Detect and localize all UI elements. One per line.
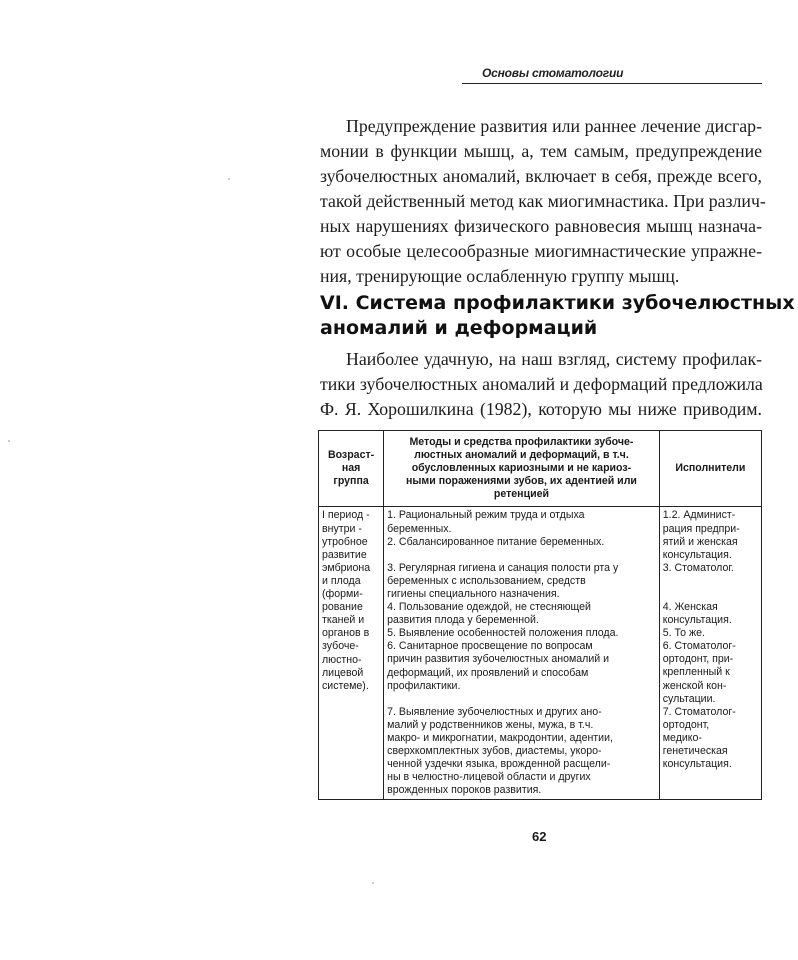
paragraph-line: зубочелюстных аномалий, включает в себя, прежде всего, <box>320 166 762 186</box>
paragraph-line: Предупреждение развития или раннее лечение дисгар- <box>346 116 762 136</box>
paragraph-line: тики зубочелюстных аномалий и деформаций предложила <box>320 374 763 394</box>
cell-methods: 1. Рациональный режим труда и отдыха беременных. 2. Сбалансированное питание беременных. 3. Регулярная гигиена и санация полости рта у беременных с использованием, средств гигиены специального назначения. 4. Пользование одеждой, не стесняющей развития плода у беременной. 5. Выявление особенностей положения плода. 6. Санитарное просвещение по вопросам причин развития зубочелюстных аномалий и деформаций, их проявлений и способам профилактики. 7. Выявление зубочелюстных и других ано- малий у родственников жены, мужа, в т.ч. макро- и микрогнатии, макродонтии, адентии, сверхкомплектных зубов, диастемы, укоро- ченной уздечки языка, врожденной расщели- ны в челюстно-лицевой области и других врожденных пороков развития. <box>384 507 660 800</box>
paragraph-line: ния, тренирующие ослабленную группу мышц. <box>320 266 680 286</box>
intro-paragraph <box>320 114 766 289</box>
scan-speck <box>372 882 374 884</box>
cell-age-group: I период - внутри - утробное развитие эмбриона и плода (форми- рование тканей и органов в зубоче- люстно- лицевой системе). <box>319 507 384 800</box>
header-executors: Исполнители <box>659 431 761 507</box>
paragraph-line: ют особые целесообразные миогимнастические упражне- <box>320 241 762 261</box>
page-number: 62 <box>532 829 547 844</box>
scan-speck <box>228 178 230 180</box>
second-paragraph <box>320 347 762 422</box>
prevention-table <box>318 430 762 800</box>
paragraph-line: Наиболее удачную, на наш взгляд, систему профилак- <box>346 349 762 369</box>
running-head-text: Основы стоматологии <box>482 66 624 80</box>
paragraph-line: Ф. Я. Хорошилкина (1982), которую мы ниже приводим. <box>320 399 762 419</box>
table-row <box>319 507 762 800</box>
scan-speck <box>8 440 10 442</box>
table-header-row <box>319 431 762 507</box>
paragraph-line: такой действенный метод как миогимнастика. При различ- <box>320 191 766 211</box>
section-heading <box>320 291 795 341</box>
header-methods: Методы и средства профилактики зубоче- люстных аномалий и деформаций, в т.ч. обусловленных кариозными и не кариоз- ными поражениями зубов, их адентией или ретенцией <box>384 431 660 507</box>
header-age-group: Возраст- ная группа <box>319 431 384 507</box>
cell-executors: 1.2. Админист- рация предпри- ятий и женская консультация. 3. Стоматолог. 4. Женская консультация. 5. То же. 6. Стоматолог- ортодонт, при- крепленный к женской кон- сультации. 7. Стоматолог- ортодонт, медико- генетическая консультация. <box>659 507 761 800</box>
section-heading-line: VI. Система профилактики зубочелюстных <box>320 292 795 314</box>
section-heading-line: аномалий и деформаций <box>320 317 598 339</box>
running-head <box>462 66 762 84</box>
paragraph-line: монии в функции мышц, а, тем самым, предупреждение <box>320 141 762 161</box>
paragraph-line: ных нарушениях физического равновесия мышц назнача- <box>320 216 762 236</box>
